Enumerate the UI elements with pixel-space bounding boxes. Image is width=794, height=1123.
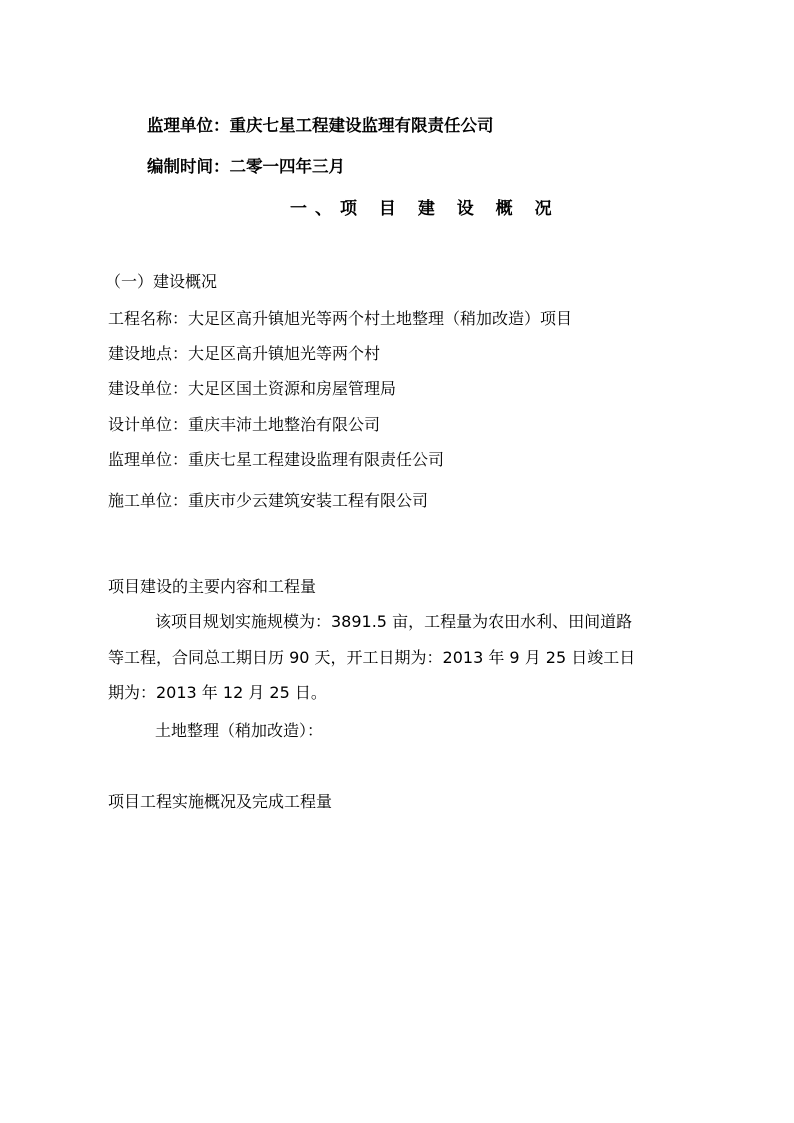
section-title: 一、项 目 建 设 概 况 [290, 199, 560, 219]
overview-heading: （一）建设概况 [105, 272, 218, 291]
implementation-heading: 项目工程实施概况及完成工程量 [108, 792, 333, 811]
content-heading: 项目建设的主要内容和工程量 [108, 577, 317, 596]
design-unit: 设计单位：重庆丰沛土地整治有限公司 [108, 415, 381, 434]
content-paragraph-line-2: 等工程，合同总工期日历 90 天，开工日期为：2013 年 9 月 25 日竣工日 [108, 648, 636, 667]
project-name: 工程名称：大足区高升镇旭光等两个村土地整理（稍加改造）项目 [108, 309, 573, 328]
owner-unit: 建设单位：大足区国土资源和房屋管理局 [108, 379, 397, 398]
project-location: 建设地点：大足区高升镇旭光等两个村 [108, 344, 381, 363]
content-paragraph-line-1: 该项目规划实施规模为：3891.5 亩，工程量为农田水利、田间道路 [155, 612, 633, 631]
content-paragraph-line-3: 期为：2013 年 12 月 25 日。 [108, 683, 327, 702]
supervision-unit: 监理单位：重庆七星工程建设监理有限责任公司 [108, 450, 445, 469]
land-consolidation-item: 土地整理（稍加改造）： [155, 721, 324, 740]
construction-unit: 施工单位：重庆市少云建筑安装工程有限公司 [108, 491, 429, 510]
compile-date-header: 编制时间：二零一四年三月 [147, 157, 345, 176]
supervisor-unit-header: 监理单位：重庆七星工程建设监理有限责任公司 [147, 116, 494, 135]
